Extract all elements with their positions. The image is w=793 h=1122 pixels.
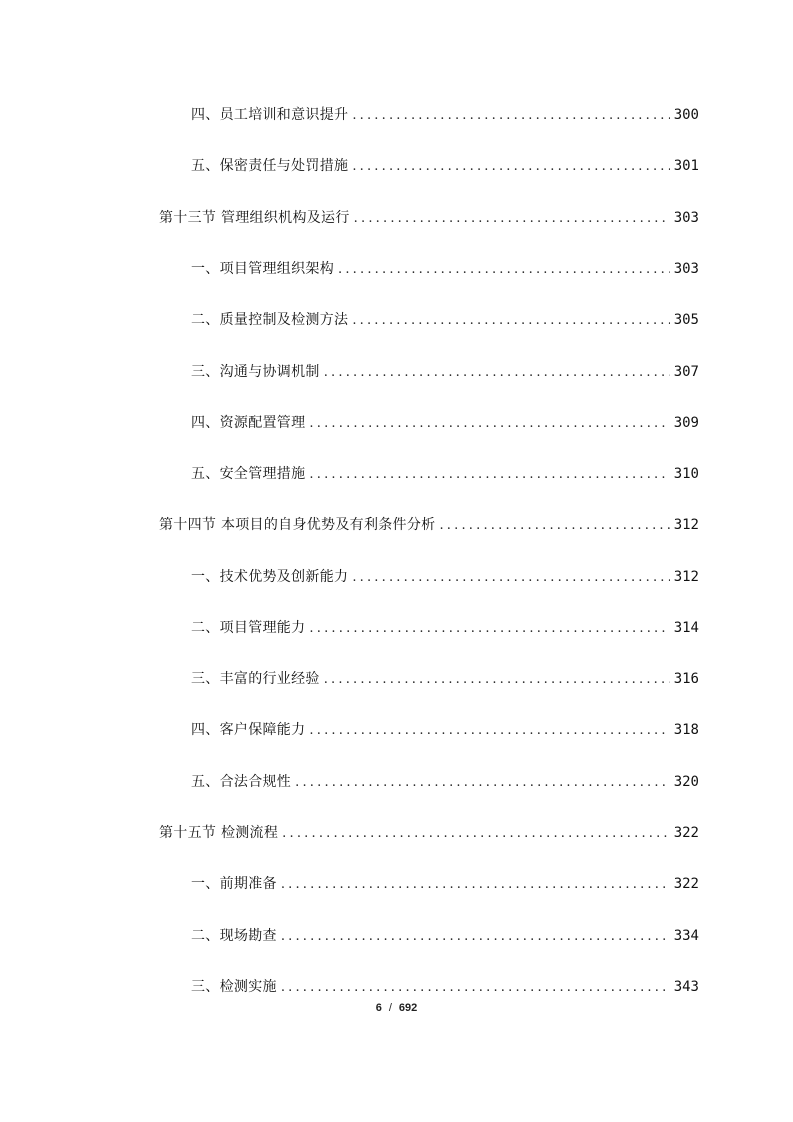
- toc-entry-page: 300: [673, 107, 699, 123]
- toc-entry[interactable]: [191, 873, 699, 895]
- toc-entry-title: 五、合法合规性: [191, 774, 292, 790]
- toc-dot-leader: [324, 669, 670, 691]
- toc-entry-title: 三、丰富的行业经验: [191, 671, 320, 687]
- toc-entry-page: 343: [673, 979, 699, 995]
- toc-entry-page: 320: [673, 774, 699, 790]
- toc-entry-page: 316: [673, 671, 699, 687]
- toc-entry-page: 307: [673, 364, 699, 380]
- toc-entry[interactable]: [191, 719, 699, 741]
- toc-entry-title: 五、安全管理措施: [191, 466, 306, 482]
- toc-entry-title: 第十五节 检测流程: [159, 825, 279, 841]
- toc-entry-page: 309: [673, 415, 699, 431]
- toc-section-entry[interactable]: [159, 207, 699, 229]
- toc-entry-title: 二、质量控制及检测方法: [191, 312, 349, 328]
- toc-entry-page: 310: [673, 466, 699, 482]
- toc-entry-page: 305: [673, 312, 699, 328]
- toc-entry-title: 第十四节 本项目的自身优势及有利条件分析: [159, 517, 436, 533]
- toc-entry-title: 四、员工培训和意识提升: [191, 107, 349, 123]
- toc-section-entry[interactable]: [159, 822, 699, 844]
- toc-dot-leader: [324, 362, 670, 384]
- toc-dot-leader: [352, 105, 669, 127]
- toc-dot-leader: [309, 720, 669, 742]
- toc-entry[interactable]: [191, 309, 699, 331]
- toc-entry-page: 314: [673, 620, 699, 636]
- toc-entry[interactable]: [191, 976, 699, 998]
- toc-entry-title: 三、沟通与协调机制: [191, 364, 320, 380]
- toc-entry-title: 二、现场勘查: [191, 928, 277, 944]
- toc-entry[interactable]: [191, 771, 699, 793]
- toc-entry[interactable]: [191, 925, 699, 947]
- toc-dot-leader: [295, 772, 670, 794]
- toc-entry-page: 301: [673, 158, 699, 174]
- toc-entry-page: 312: [673, 517, 699, 533]
- toc-entry-title: 二、项目管理能力: [191, 620, 306, 636]
- toc-entry[interactable]: [191, 412, 699, 434]
- toc-entry-title: 三、检测实施: [191, 979, 277, 995]
- toc-entry-page: 303: [673, 261, 699, 277]
- toc-dot-leader: [281, 874, 670, 896]
- toc-entry-title: 一、项目管理组织架构: [191, 261, 334, 277]
- toc-dot-leader: [354, 208, 670, 230]
- toc-entry[interactable]: [191, 566, 699, 588]
- toc-entry-title: 一、技术优势及创新能力: [191, 569, 349, 585]
- toc-entry-title: 四、客户保障能力: [191, 722, 306, 738]
- toc-entry[interactable]: [191, 617, 699, 639]
- toc-entry-title: 四、资源配置管理: [191, 415, 306, 431]
- toc-entry[interactable]: [191, 361, 699, 383]
- toc-dot-leader: [439, 515, 669, 537]
- toc-dot-leader: [352, 310, 669, 332]
- total-page-count: 692: [398, 1002, 418, 1014]
- page-footer: [0, 1002, 793, 1014]
- toc-dot-leader: [281, 977, 670, 999]
- toc-entry[interactable]: [191, 104, 699, 126]
- toc-entry-title: 第十三节 管理组织机构及运行: [159, 210, 350, 226]
- toc-section-entry[interactable]: [159, 514, 699, 536]
- toc-entry-title: 一、前期准备: [191, 876, 277, 892]
- toc-dot-leader: [282, 823, 670, 845]
- toc-dot-leader: [309, 413, 669, 435]
- toc-dot-leader: [352, 567, 669, 589]
- toc-entry-page: 303: [673, 210, 699, 226]
- toc-dot-leader: [338, 259, 670, 281]
- page-separator: /: [388, 1002, 392, 1014]
- toc-entry-page: 312: [673, 569, 699, 585]
- toc-entry-title: 五、保密责任与处罚措施: [191, 158, 349, 174]
- toc-dot-leader: [309, 464, 669, 486]
- current-page-number: 6: [375, 1002, 382, 1014]
- toc-dot-leader: [352, 156, 669, 178]
- toc-entry-page: 322: [673, 825, 699, 841]
- toc-dot-leader: [281, 926, 670, 948]
- toc-dot-leader: [309, 618, 669, 640]
- toc-entry[interactable]: [191, 668, 699, 690]
- toc-entry[interactable]: [191, 258, 699, 280]
- toc-entry-page: 334: [673, 928, 699, 944]
- toc-entry[interactable]: [191, 463, 699, 485]
- toc-entry-page: 318: [673, 722, 699, 738]
- toc-entry[interactable]: [191, 155, 699, 177]
- toc-entry-page: 322: [673, 876, 699, 892]
